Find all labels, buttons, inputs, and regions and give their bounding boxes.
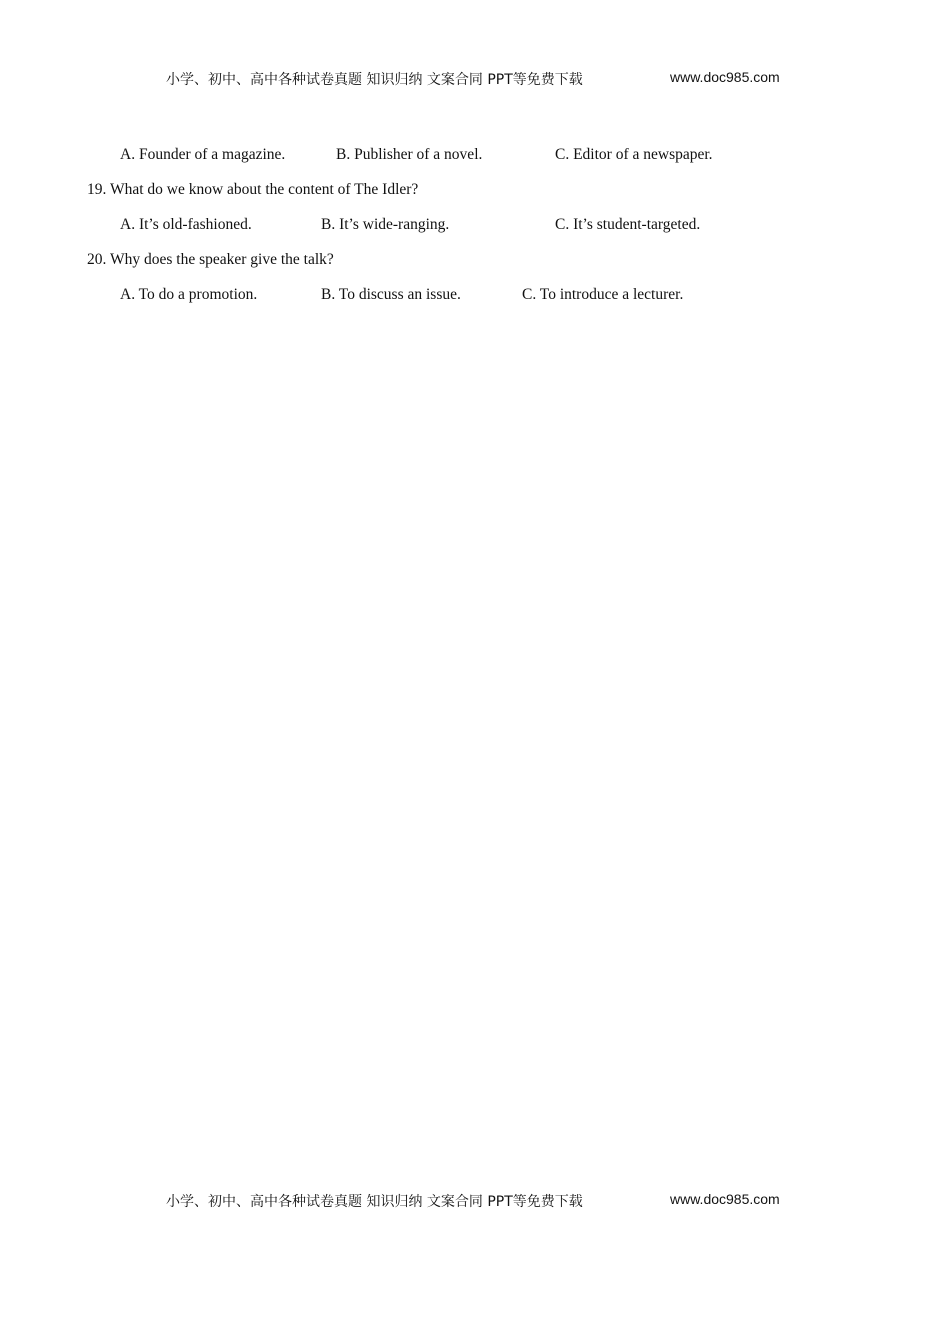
q20-stem: 20. Why does the speaker give the talk? [87, 251, 334, 268]
footer-text: 小学、初中、高中各种试卷真题 知识归纳 文案合同 PPT等免费下载 [166, 1194, 583, 1210]
q18-option-c: C. Editor of a newspaper. [555, 146, 713, 163]
q19-stem: 19. What do we know about the content of The Idler? [87, 181, 419, 198]
header-text: 小学、初中、高中各种试卷真题 知识归纳 文案合同 PPT等免费下载 [166, 72, 583, 88]
q20-option-c: C. To introduce a lecturer. [522, 286, 684, 303]
q19-option-b: B. It’s wide-ranging. [321, 216, 450, 233]
q19-option-a: A. It’s old-fashioned. [120, 216, 252, 233]
q20-option-a: A. To do a promotion. [120, 286, 258, 303]
q20-option-b: B. To discuss an issue. [321, 286, 461, 303]
q18-option-a: A. Founder of a magazine. [120, 146, 286, 163]
header-url[interactable]: www.doc985.com [670, 69, 780, 85]
footer-url[interactable]: www.doc985.com [670, 1191, 780, 1207]
q19-option-c: C. It’s student-targeted. [555, 216, 701, 233]
q18-option-b: B. Publisher of a novel. [336, 146, 483, 163]
